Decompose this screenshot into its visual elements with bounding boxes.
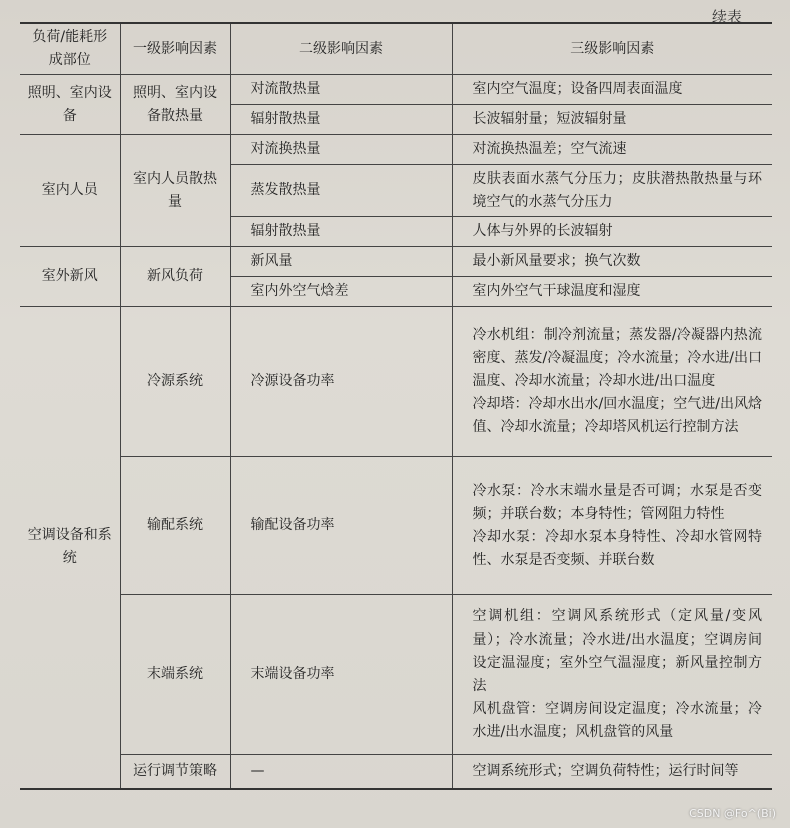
level3-paragraph: 冷却塔：冷却水出水/回水温度；空气进/出风焓值、冷却水流量；冷却塔风机运行控制方法 xyxy=(472,396,762,436)
table-row xyxy=(20,457,772,595)
level1-cell: 末端系统 xyxy=(120,595,230,755)
level1-cell: 室内人员散热量 xyxy=(120,135,230,247)
level3-cell xyxy=(452,307,772,457)
level1-cell: 输配系统 xyxy=(120,457,230,595)
table-row xyxy=(20,75,772,105)
level2-cell: 冷源设备功率 xyxy=(230,307,452,457)
table-header-row xyxy=(20,23,772,75)
level2-cell: 室内外空气焓差 xyxy=(230,277,452,307)
level3-paragraph: 冷水泵：冷水末端水量是否可调；水泵是否变频；并联台数；本身特性；管网阻力特性 xyxy=(472,482,762,522)
level2-cell: 辐射散热量 xyxy=(230,105,452,135)
level3-cell: 室内外空气干球温度和湿度 xyxy=(452,277,772,307)
header-level2: 二级影响因素 xyxy=(230,23,452,75)
part-cell: 照明、室内设备 xyxy=(20,75,120,135)
level3-cell: 人体与外界的长波辐射 xyxy=(452,217,772,247)
header-part: 负荷/能耗形成部位 xyxy=(20,23,120,75)
level3-cell xyxy=(452,595,772,755)
level3-cell: 皮肤表面水蒸气分压力；皮肤潜热散热量与环境空气的水蒸气分压力 xyxy=(452,165,772,217)
level3-paragraph: 冷水机组：制冷剂流量；蒸发器/冷凝器内热流密度、蒸发/冷凝温度；冷水流量；冷水进/出口温度、冷却水流量；冷却水进/出口温度 xyxy=(472,326,762,390)
continued-label: 续表 xyxy=(711,8,742,26)
level1-cell: 新风负荷 xyxy=(120,247,230,307)
level2-cell: 辐射散热量 xyxy=(230,217,452,247)
level2-cell: 末端设备功率 xyxy=(230,595,452,755)
level1-cell: 冷源系统 xyxy=(120,307,230,457)
table-row xyxy=(20,307,772,457)
level3-cell: 对流换热温差；空气流速 xyxy=(452,135,772,165)
level2-cell: 对流换热量 xyxy=(230,135,452,165)
level3-cell: 室内空气温度；设备四周表面温度 xyxy=(452,75,772,105)
header-level1: 一级影响因素 xyxy=(120,23,230,75)
level2-cell: 蒸发散热量 xyxy=(230,165,452,217)
level3-paragraph: 冷却水泵：冷却水泵本身特性、冷却水管网特性、水泵是否变频、并联台数 xyxy=(472,528,762,568)
table-row xyxy=(20,135,772,165)
table-row xyxy=(20,595,772,755)
level3-cell: 空调系统形式；空调负荷特性；运行时间等 xyxy=(452,755,772,789)
level2-cell: — xyxy=(230,755,452,789)
table-row xyxy=(20,755,772,789)
level3-cell: 最小新风量要求；换气次数 xyxy=(452,247,772,277)
watermark-text: CSDN @Fo^(Bi) xyxy=(689,807,776,820)
level3-cell: 长波辐射量；短波辐射量 xyxy=(452,105,772,135)
level2-cell: 输配设备功率 xyxy=(230,457,452,595)
table-row xyxy=(20,247,772,277)
level3-cell xyxy=(452,457,772,595)
level2-cell: 新风量 xyxy=(230,247,452,277)
level3-paragraph: 风机盘管：空调房间设定温度；冷水流量；冷水进/出水温度；风机盘管的风量 xyxy=(472,700,762,740)
part-cell: 空调设备和系统 xyxy=(20,307,120,789)
level1-cell: 运行调节策略 xyxy=(120,755,230,789)
part-cell: 室内人员 xyxy=(20,135,120,247)
level2-cell: 对流散热量 xyxy=(230,75,452,105)
header-level3: 三级影响因素 xyxy=(452,23,772,75)
influence-factor-table xyxy=(20,22,772,790)
level3-paragraph: 空调机组：空调风系统形式（定风量/变风量）；冷水流量；冷水进/出水温度；空调房间设定温湿度；室外空气温湿度；新风量控制方法 xyxy=(472,608,762,694)
part-cell: 室外新风 xyxy=(20,247,120,307)
level1-cell: 照明、室内设备散热量 xyxy=(120,75,230,135)
